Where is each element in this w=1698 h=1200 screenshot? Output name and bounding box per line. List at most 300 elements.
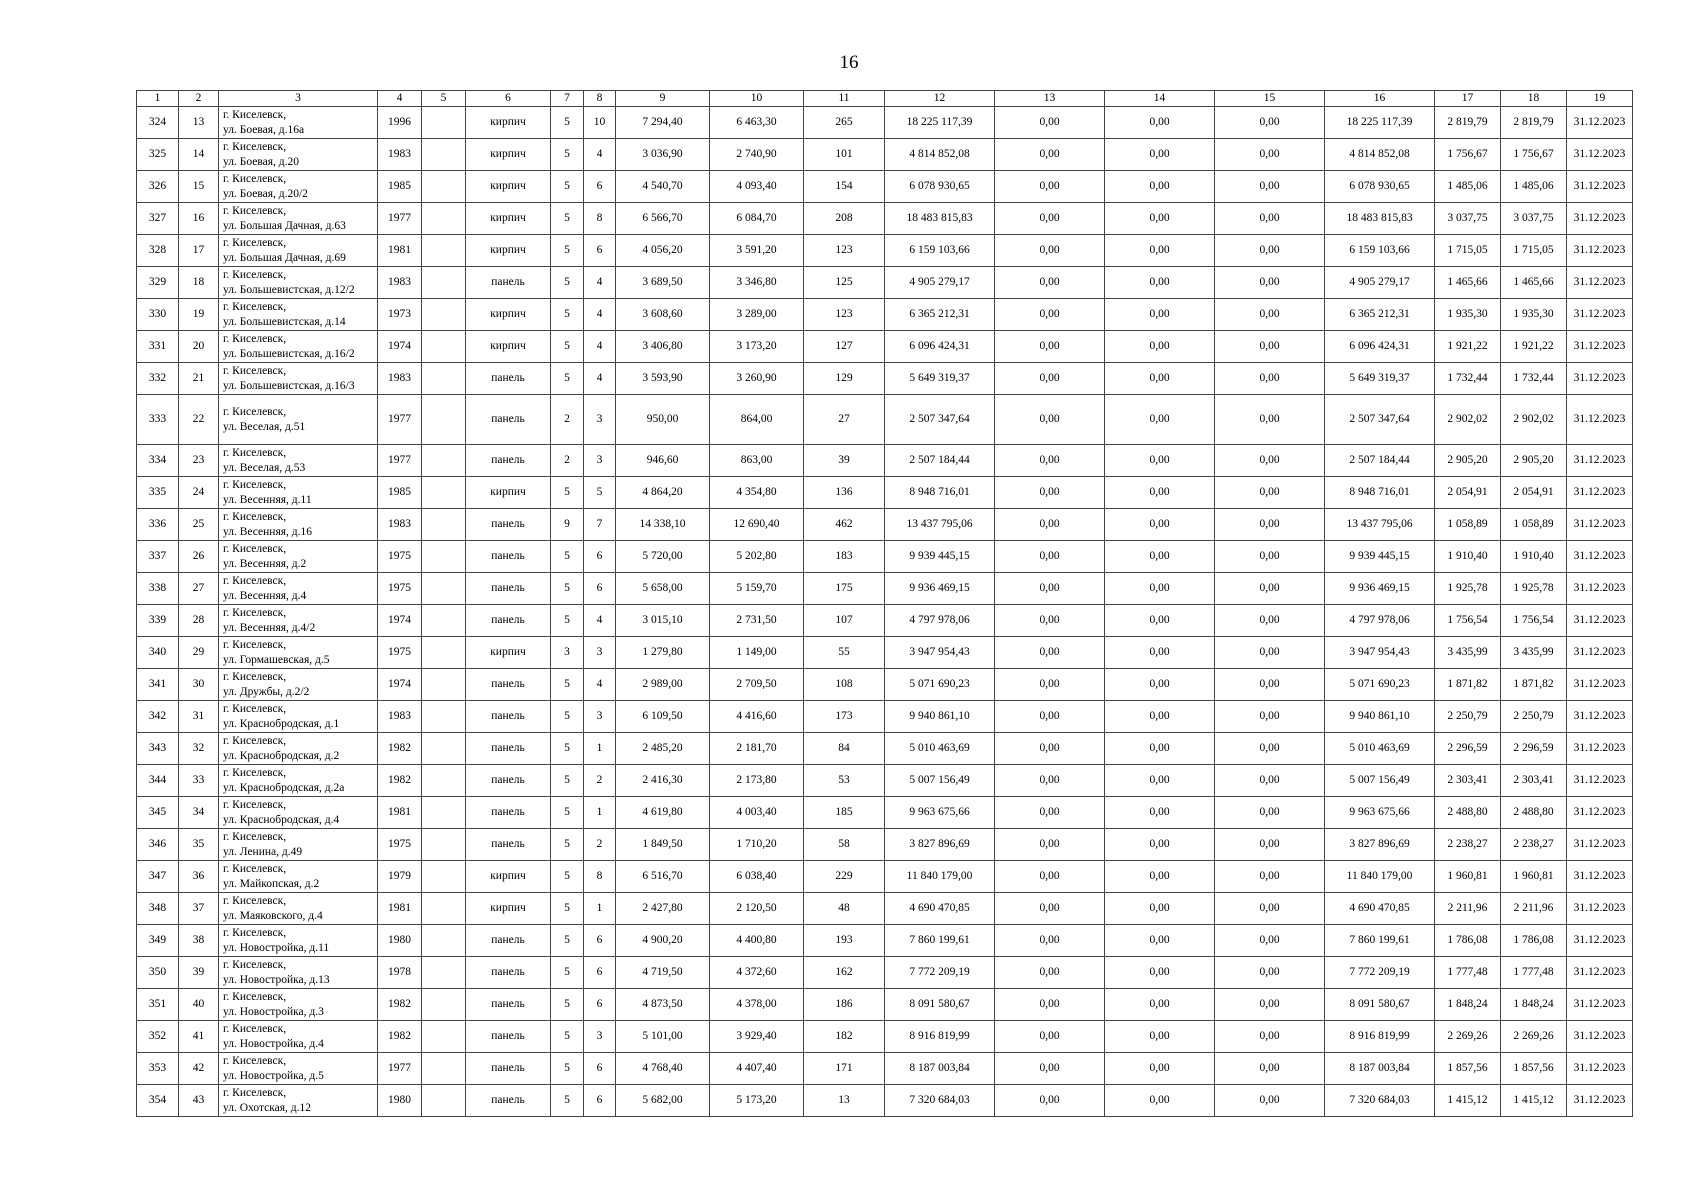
address-street: ул. Новостройка, д.4	[223, 1037, 324, 1050]
column-15-cell: 0,00	[1215, 925, 1325, 957]
address-city: г. Киселевск,	[223, 405, 287, 418]
section-index-cell: 32	[179, 733, 219, 765]
column-16-cell: 5 649 319,37	[1325, 363, 1435, 395]
column-14-cell: 0,00	[1105, 989, 1215, 1021]
column-18-cell: 2 054,91	[1501, 477, 1567, 509]
column-number-cell: 1	[137, 91, 179, 107]
row-number-cell: 344	[137, 765, 179, 797]
column-14-cell: 0,00	[1105, 267, 1215, 299]
column-14-cell: 0,00	[1105, 765, 1215, 797]
column-18-cell: 1 960,81	[1501, 861, 1567, 893]
address-city: г. Киселевск,	[223, 638, 287, 651]
column-5-cell	[422, 637, 466, 669]
column-17-cell: 1 756,67	[1435, 139, 1501, 171]
row-number-cell: 343	[137, 733, 179, 765]
residents-cell: 175	[804, 573, 885, 605]
row-number-cell: 329	[137, 267, 179, 299]
page-number: 16	[839, 52, 859, 73]
residents-cell: 108	[804, 669, 885, 701]
column-17-cell: 1 777,48	[1435, 957, 1501, 989]
address-city: г. Киселевск,	[223, 894, 287, 907]
floors-cell: 3	[551, 637, 584, 669]
living-area-cell: 4 372,60	[710, 957, 804, 989]
wall-material-cell: панель	[466, 957, 551, 989]
column-17-cell: 2 905,20	[1435, 445, 1501, 477]
section-index-cell: 40	[179, 989, 219, 1021]
table-row	[137, 139, 1633, 171]
year-built-cell: 1981	[378, 797, 422, 829]
living-area-cell: 4 407,40	[710, 1053, 804, 1085]
column-15-cell: 0,00	[1215, 267, 1325, 299]
wall-material-cell: кирпич	[466, 139, 551, 171]
total-cost-cell: 8 916 819,99	[885, 1021, 995, 1053]
year-built-cell: 1982	[378, 765, 422, 797]
table-row	[137, 925, 1633, 957]
column-15-cell: 0,00	[1215, 363, 1325, 395]
wall-material-cell: панель	[466, 701, 551, 733]
column-14-cell: 0,00	[1105, 235, 1215, 267]
column-5-cell	[422, 1021, 466, 1053]
column-13-cell: 0,00	[995, 267, 1105, 299]
column-5-cell	[422, 925, 466, 957]
address-cell	[219, 139, 378, 171]
total-area-cell: 1 849,50	[616, 829, 710, 861]
total-area-cell: 946,60	[616, 445, 710, 477]
year-built-cell: 1975	[378, 541, 422, 573]
row-number-cell: 326	[137, 171, 179, 203]
total-area-cell: 950,00	[616, 395, 710, 445]
column-14-cell: 0,00	[1105, 797, 1215, 829]
column-17-cell: 1 910,40	[1435, 541, 1501, 573]
column-5-cell	[422, 395, 466, 445]
floors-cell: 5	[551, 861, 584, 893]
column-18-cell: 1 910,40	[1501, 541, 1567, 573]
column-18-cell: 2 211,96	[1501, 893, 1567, 925]
residents-cell: 462	[804, 509, 885, 541]
column-18-cell: 2 303,41	[1501, 765, 1567, 797]
year-built-cell: 1977	[378, 445, 422, 477]
column-13-cell: 0,00	[995, 235, 1105, 267]
address-street: ул. Весенняя, д.11	[223, 493, 312, 506]
floors-cell: 5	[551, 541, 584, 573]
column-14-cell: 0,00	[1105, 669, 1215, 701]
year-built-cell: 1977	[378, 203, 422, 235]
column-18-cell: 1 935,30	[1501, 299, 1567, 331]
residents-cell: 208	[804, 203, 885, 235]
column-14-cell: 0,00	[1105, 395, 1215, 445]
address-city: г. Киселевск,	[223, 478, 287, 491]
deadline-date-cell: 31.12.2023	[1567, 445, 1633, 477]
deadline-date-cell: 31.12.2023	[1567, 363, 1633, 395]
column-18-cell: 1 921,22	[1501, 331, 1567, 363]
address-cell	[219, 573, 378, 605]
residents-cell: 136	[804, 477, 885, 509]
floors-cell: 5	[551, 893, 584, 925]
total-cost-cell: 11 840 179,00	[885, 861, 995, 893]
entrances-cell: 1	[584, 733, 616, 765]
address-city: г. Киселевск,	[223, 300, 287, 313]
column-15-cell: 0,00	[1215, 893, 1325, 925]
deadline-date-cell: 31.12.2023	[1567, 509, 1633, 541]
residents-cell: 123	[804, 299, 885, 331]
wall-material-cell: кирпич	[466, 171, 551, 203]
floors-cell: 2	[551, 445, 584, 477]
wall-material-cell: панель	[466, 989, 551, 1021]
wall-material-cell: панель	[466, 669, 551, 701]
column-16-cell: 5 007 156,49	[1325, 765, 1435, 797]
table-row	[137, 957, 1633, 989]
table-row	[137, 363, 1633, 395]
column-15-cell: 0,00	[1215, 605, 1325, 637]
address-cell	[219, 701, 378, 733]
total-area-cell: 4 619,80	[616, 797, 710, 829]
year-built-cell: 1982	[378, 733, 422, 765]
row-number-cell: 330	[137, 299, 179, 331]
total-area-cell: 4 768,40	[616, 1053, 710, 1085]
deadline-date-cell: 31.12.2023	[1567, 395, 1633, 445]
floors-cell: 5	[551, 477, 584, 509]
floors-cell: 5	[551, 669, 584, 701]
wall-material-cell: кирпич	[466, 477, 551, 509]
table-row	[137, 669, 1633, 701]
row-number-cell: 338	[137, 573, 179, 605]
living-area-cell: 4 416,60	[710, 701, 804, 733]
total-area-cell: 3 593,90	[616, 363, 710, 395]
entrances-cell: 8	[584, 861, 616, 893]
column-15-cell: 0,00	[1215, 139, 1325, 171]
column-13-cell: 0,00	[995, 701, 1105, 733]
entrances-cell: 6	[584, 235, 616, 267]
column-15-cell: 0,00	[1215, 331, 1325, 363]
deadline-date-cell: 31.12.2023	[1567, 541, 1633, 573]
column-16-cell: 4 905 279,17	[1325, 267, 1435, 299]
section-index-cell: 37	[179, 893, 219, 925]
table-row	[137, 733, 1633, 765]
floors-cell: 5	[551, 989, 584, 1021]
year-built-cell: 1982	[378, 989, 422, 1021]
residents-cell: 173	[804, 701, 885, 733]
residents-cell: 84	[804, 733, 885, 765]
year-built-cell: 1974	[378, 605, 422, 637]
column-13-cell: 0,00	[995, 139, 1105, 171]
column-17-cell: 1 857,56	[1435, 1053, 1501, 1085]
column-13-cell: 0,00	[995, 605, 1105, 637]
total-area-cell: 4 864,20	[616, 477, 710, 509]
deadline-date-cell: 31.12.2023	[1567, 829, 1633, 861]
address-cell	[219, 829, 378, 861]
table-row	[137, 299, 1633, 331]
table-row	[137, 797, 1633, 829]
column-number-cell: 6	[466, 91, 551, 107]
residents-cell: 101	[804, 139, 885, 171]
column-5-cell	[422, 267, 466, 299]
total-cost-cell: 5 071 690,23	[885, 669, 995, 701]
section-index-cell: 17	[179, 235, 219, 267]
table-row	[137, 765, 1633, 797]
column-14-cell: 0,00	[1105, 477, 1215, 509]
deadline-date-cell: 31.12.2023	[1567, 701, 1633, 733]
address-street: ул. Веселая, д.51	[223, 420, 306, 433]
column-5-cell	[422, 733, 466, 765]
address-street: ул. Майкопская, д.2	[223, 877, 320, 890]
column-17-cell: 1 935,30	[1435, 299, 1501, 331]
address-cell	[219, 957, 378, 989]
column-17-cell: 1 732,44	[1435, 363, 1501, 395]
column-5-cell	[422, 765, 466, 797]
column-17-cell: 2 303,41	[1435, 765, 1501, 797]
column-17-cell: 2 269,26	[1435, 1021, 1501, 1053]
column-16-cell: 5 071 690,23	[1325, 669, 1435, 701]
column-15-cell: 0,00	[1215, 797, 1325, 829]
column-18-cell: 3 037,75	[1501, 203, 1567, 235]
address-city: г. Киселевск,	[223, 862, 287, 875]
column-18-cell: 1 485,06	[1501, 171, 1567, 203]
address-cell	[219, 363, 378, 395]
address-city: г. Киселевск,	[223, 108, 287, 121]
residents-cell: 127	[804, 331, 885, 363]
column-14-cell: 0,00	[1105, 605, 1215, 637]
column-number-cell: 3	[219, 91, 378, 107]
total-cost-cell: 7 320 684,03	[885, 1085, 995, 1117]
column-13-cell: 0,00	[995, 171, 1105, 203]
column-18-cell: 2 488,80	[1501, 797, 1567, 829]
column-15-cell: 0,00	[1215, 445, 1325, 477]
address-street: ул. Весенняя, д.4	[223, 589, 307, 602]
address-city: г. Киселевск,	[223, 766, 287, 779]
address-street: ул. Веселая, д.53	[223, 461, 306, 474]
column-16-cell: 6 096 424,31	[1325, 331, 1435, 363]
total-area-cell: 6 516,70	[616, 861, 710, 893]
year-built-cell: 1983	[378, 701, 422, 733]
column-17-cell: 2 054,91	[1435, 477, 1501, 509]
deadline-date-cell: 31.12.2023	[1567, 171, 1633, 203]
column-number-cell: 2	[179, 91, 219, 107]
address-street: ул. Большая Дачная, д.69	[223, 251, 346, 264]
living-area-cell: 3 173,20	[710, 331, 804, 363]
wall-material-cell: кирпич	[466, 637, 551, 669]
column-17-cell: 1 848,24	[1435, 989, 1501, 1021]
total-area-cell: 6 109,50	[616, 701, 710, 733]
column-5-cell	[422, 541, 466, 573]
floors-cell: 5	[551, 701, 584, 733]
wall-material-cell: панель	[466, 605, 551, 637]
column-15-cell: 0,00	[1215, 1085, 1325, 1117]
column-5-cell	[422, 669, 466, 701]
column-16-cell: 5 010 463,69	[1325, 733, 1435, 765]
floors-cell: 5	[551, 1085, 584, 1117]
living-area-cell: 5 202,80	[710, 541, 804, 573]
entrances-cell: 5	[584, 477, 616, 509]
column-17-cell: 2 819,79	[1435, 107, 1501, 139]
section-index-cell: 13	[179, 107, 219, 139]
column-17-cell: 3 435,99	[1435, 637, 1501, 669]
column-15-cell: 0,00	[1215, 765, 1325, 797]
deadline-date-cell: 31.12.2023	[1567, 861, 1633, 893]
column-15-cell: 0,00	[1215, 669, 1325, 701]
wall-material-cell: кирпич	[466, 331, 551, 363]
living-area-cell: 6 084,70	[710, 203, 804, 235]
wall-material-cell: кирпич	[466, 235, 551, 267]
column-17-cell: 2 296,59	[1435, 733, 1501, 765]
column-number-cell: 9	[616, 91, 710, 107]
total-area-cell: 2 416,30	[616, 765, 710, 797]
deadline-date-cell: 31.12.2023	[1567, 957, 1633, 989]
address-cell	[219, 637, 378, 669]
total-cost-cell: 6 078 930,65	[885, 171, 995, 203]
deadline-date-cell: 31.12.2023	[1567, 107, 1633, 139]
column-18-cell: 1 756,67	[1501, 139, 1567, 171]
column-16-cell: 8 187 003,84	[1325, 1053, 1435, 1085]
residents-cell: 183	[804, 541, 885, 573]
wall-material-cell: панель	[466, 1053, 551, 1085]
living-area-cell: 5 173,20	[710, 1085, 804, 1117]
year-built-cell: 1980	[378, 925, 422, 957]
address-cell	[219, 861, 378, 893]
section-index-cell: 38	[179, 925, 219, 957]
column-16-cell: 6 365 212,31	[1325, 299, 1435, 331]
deadline-date-cell: 31.12.2023	[1567, 605, 1633, 637]
column-5-cell	[422, 139, 466, 171]
address-street: ул. Новостройка, д.13	[223, 973, 330, 986]
living-area-cell: 1 149,00	[710, 637, 804, 669]
row-number-cell: 337	[137, 541, 179, 573]
entrances-cell: 6	[584, 573, 616, 605]
column-13-cell: 0,00	[995, 331, 1105, 363]
column-18-cell: 1 415,12	[1501, 1085, 1567, 1117]
total-area-cell: 5 658,00	[616, 573, 710, 605]
address-cell	[219, 605, 378, 637]
living-area-cell: 2 731,50	[710, 605, 804, 637]
address-cell	[219, 925, 378, 957]
column-17-cell: 2 238,27	[1435, 829, 1501, 861]
section-index-cell: 27	[179, 573, 219, 605]
column-5-cell	[422, 989, 466, 1021]
total-area-cell: 14 338,10	[616, 509, 710, 541]
entrances-cell: 3	[584, 701, 616, 733]
column-16-cell: 18 225 117,39	[1325, 107, 1435, 139]
entrances-cell: 6	[584, 171, 616, 203]
address-street: ул. Боевая, д.20	[223, 155, 299, 168]
column-number-cell: 13	[995, 91, 1105, 107]
row-number-cell: 345	[137, 797, 179, 829]
total-cost-cell: 7 860 199,61	[885, 925, 995, 957]
housing-registry-table	[136, 90, 1633, 1117]
column-16-cell: 7 320 684,03	[1325, 1085, 1435, 1117]
deadline-date-cell: 31.12.2023	[1567, 733, 1633, 765]
section-index-cell: 15	[179, 171, 219, 203]
column-15-cell: 0,00	[1215, 107, 1325, 139]
address-street: ул. Большевистская, д.14	[223, 315, 346, 328]
column-18-cell: 1 058,89	[1501, 509, 1567, 541]
deadline-date-cell: 31.12.2023	[1567, 573, 1633, 605]
address-street: ул. Боевая, д.16а	[223, 123, 305, 136]
residents-cell: 185	[804, 797, 885, 829]
column-5-cell	[422, 893, 466, 925]
table-row	[137, 989, 1633, 1021]
living-area-cell: 863,00	[710, 445, 804, 477]
wall-material-cell: панель	[466, 1021, 551, 1053]
address-city: г. Киселевск,	[223, 926, 287, 939]
deadline-date-cell: 31.12.2023	[1567, 235, 1633, 267]
column-13-cell: 0,00	[995, 445, 1105, 477]
address-city: г. Киселевск,	[223, 798, 287, 811]
total-area-cell: 4 540,70	[616, 171, 710, 203]
section-index-cell: 28	[179, 605, 219, 637]
residents-cell: 13	[804, 1085, 885, 1117]
total-area-cell: 4 056,20	[616, 235, 710, 267]
row-number-cell: 335	[137, 477, 179, 509]
row-number-cell: 333	[137, 395, 179, 445]
table-row	[137, 573, 1633, 605]
column-5-cell	[422, 509, 466, 541]
column-number-cell: 5	[422, 91, 466, 107]
address-street: ул. Большевистская, д.12/2	[223, 283, 355, 296]
column-5-cell	[422, 829, 466, 861]
column-13-cell: 0,00	[995, 477, 1105, 509]
floors-cell: 5	[551, 765, 584, 797]
section-index-cell: 34	[179, 797, 219, 829]
total-cost-cell: 9 963 675,66	[885, 797, 995, 829]
wall-material-cell: панель	[466, 267, 551, 299]
living-area-cell: 6 463,30	[710, 107, 804, 139]
floors-cell: 5	[551, 203, 584, 235]
column-number-cell: 15	[1215, 91, 1325, 107]
column-15-cell: 0,00	[1215, 573, 1325, 605]
column-15-cell: 0,00	[1215, 637, 1325, 669]
year-built-cell: 1974	[378, 331, 422, 363]
total-cost-cell: 5 649 319,37	[885, 363, 995, 395]
column-number-cell: 14	[1105, 91, 1215, 107]
address-cell	[219, 1021, 378, 1053]
column-13-cell: 0,00	[995, 861, 1105, 893]
column-16-cell: 2 507 184,44	[1325, 445, 1435, 477]
column-5-cell	[422, 299, 466, 331]
column-14-cell: 0,00	[1105, 829, 1215, 861]
section-index-cell: 22	[179, 395, 219, 445]
section-index-cell: 24	[179, 477, 219, 509]
row-number-cell: 328	[137, 235, 179, 267]
total-cost-cell: 4 690 470,85	[885, 893, 995, 925]
wall-material-cell: панель	[466, 797, 551, 829]
address-cell	[219, 1085, 378, 1117]
floors-cell: 5	[551, 1053, 584, 1085]
deadline-date-cell: 31.12.2023	[1567, 299, 1633, 331]
entrances-cell: 7	[584, 509, 616, 541]
column-16-cell: 4 814 852,08	[1325, 139, 1435, 171]
column-14-cell: 0,00	[1105, 331, 1215, 363]
total-cost-cell: 6 096 424,31	[885, 331, 995, 363]
address-city: г. Киселевск,	[223, 702, 287, 715]
table-row	[137, 235, 1633, 267]
address-cell	[219, 893, 378, 925]
living-area-cell: 2 181,70	[710, 733, 804, 765]
section-index-cell: 23	[179, 445, 219, 477]
residents-cell: 53	[804, 765, 885, 797]
table-row	[137, 267, 1633, 299]
total-cost-cell: 4 814 852,08	[885, 139, 995, 171]
year-built-cell: 1983	[378, 509, 422, 541]
column-16-cell: 9 936 469,15	[1325, 573, 1435, 605]
residents-cell: 123	[804, 235, 885, 267]
column-number-header-row	[137, 91, 1633, 107]
column-17-cell: 2 902,02	[1435, 395, 1501, 445]
total-cost-cell: 9 936 469,15	[885, 573, 995, 605]
column-16-cell: 6 078 930,65	[1325, 171, 1435, 203]
total-area-cell: 5 101,00	[616, 1021, 710, 1053]
address-cell	[219, 171, 378, 203]
address-street: ул. Боевая, д.20/2	[223, 187, 308, 200]
floors-cell: 2	[551, 395, 584, 445]
